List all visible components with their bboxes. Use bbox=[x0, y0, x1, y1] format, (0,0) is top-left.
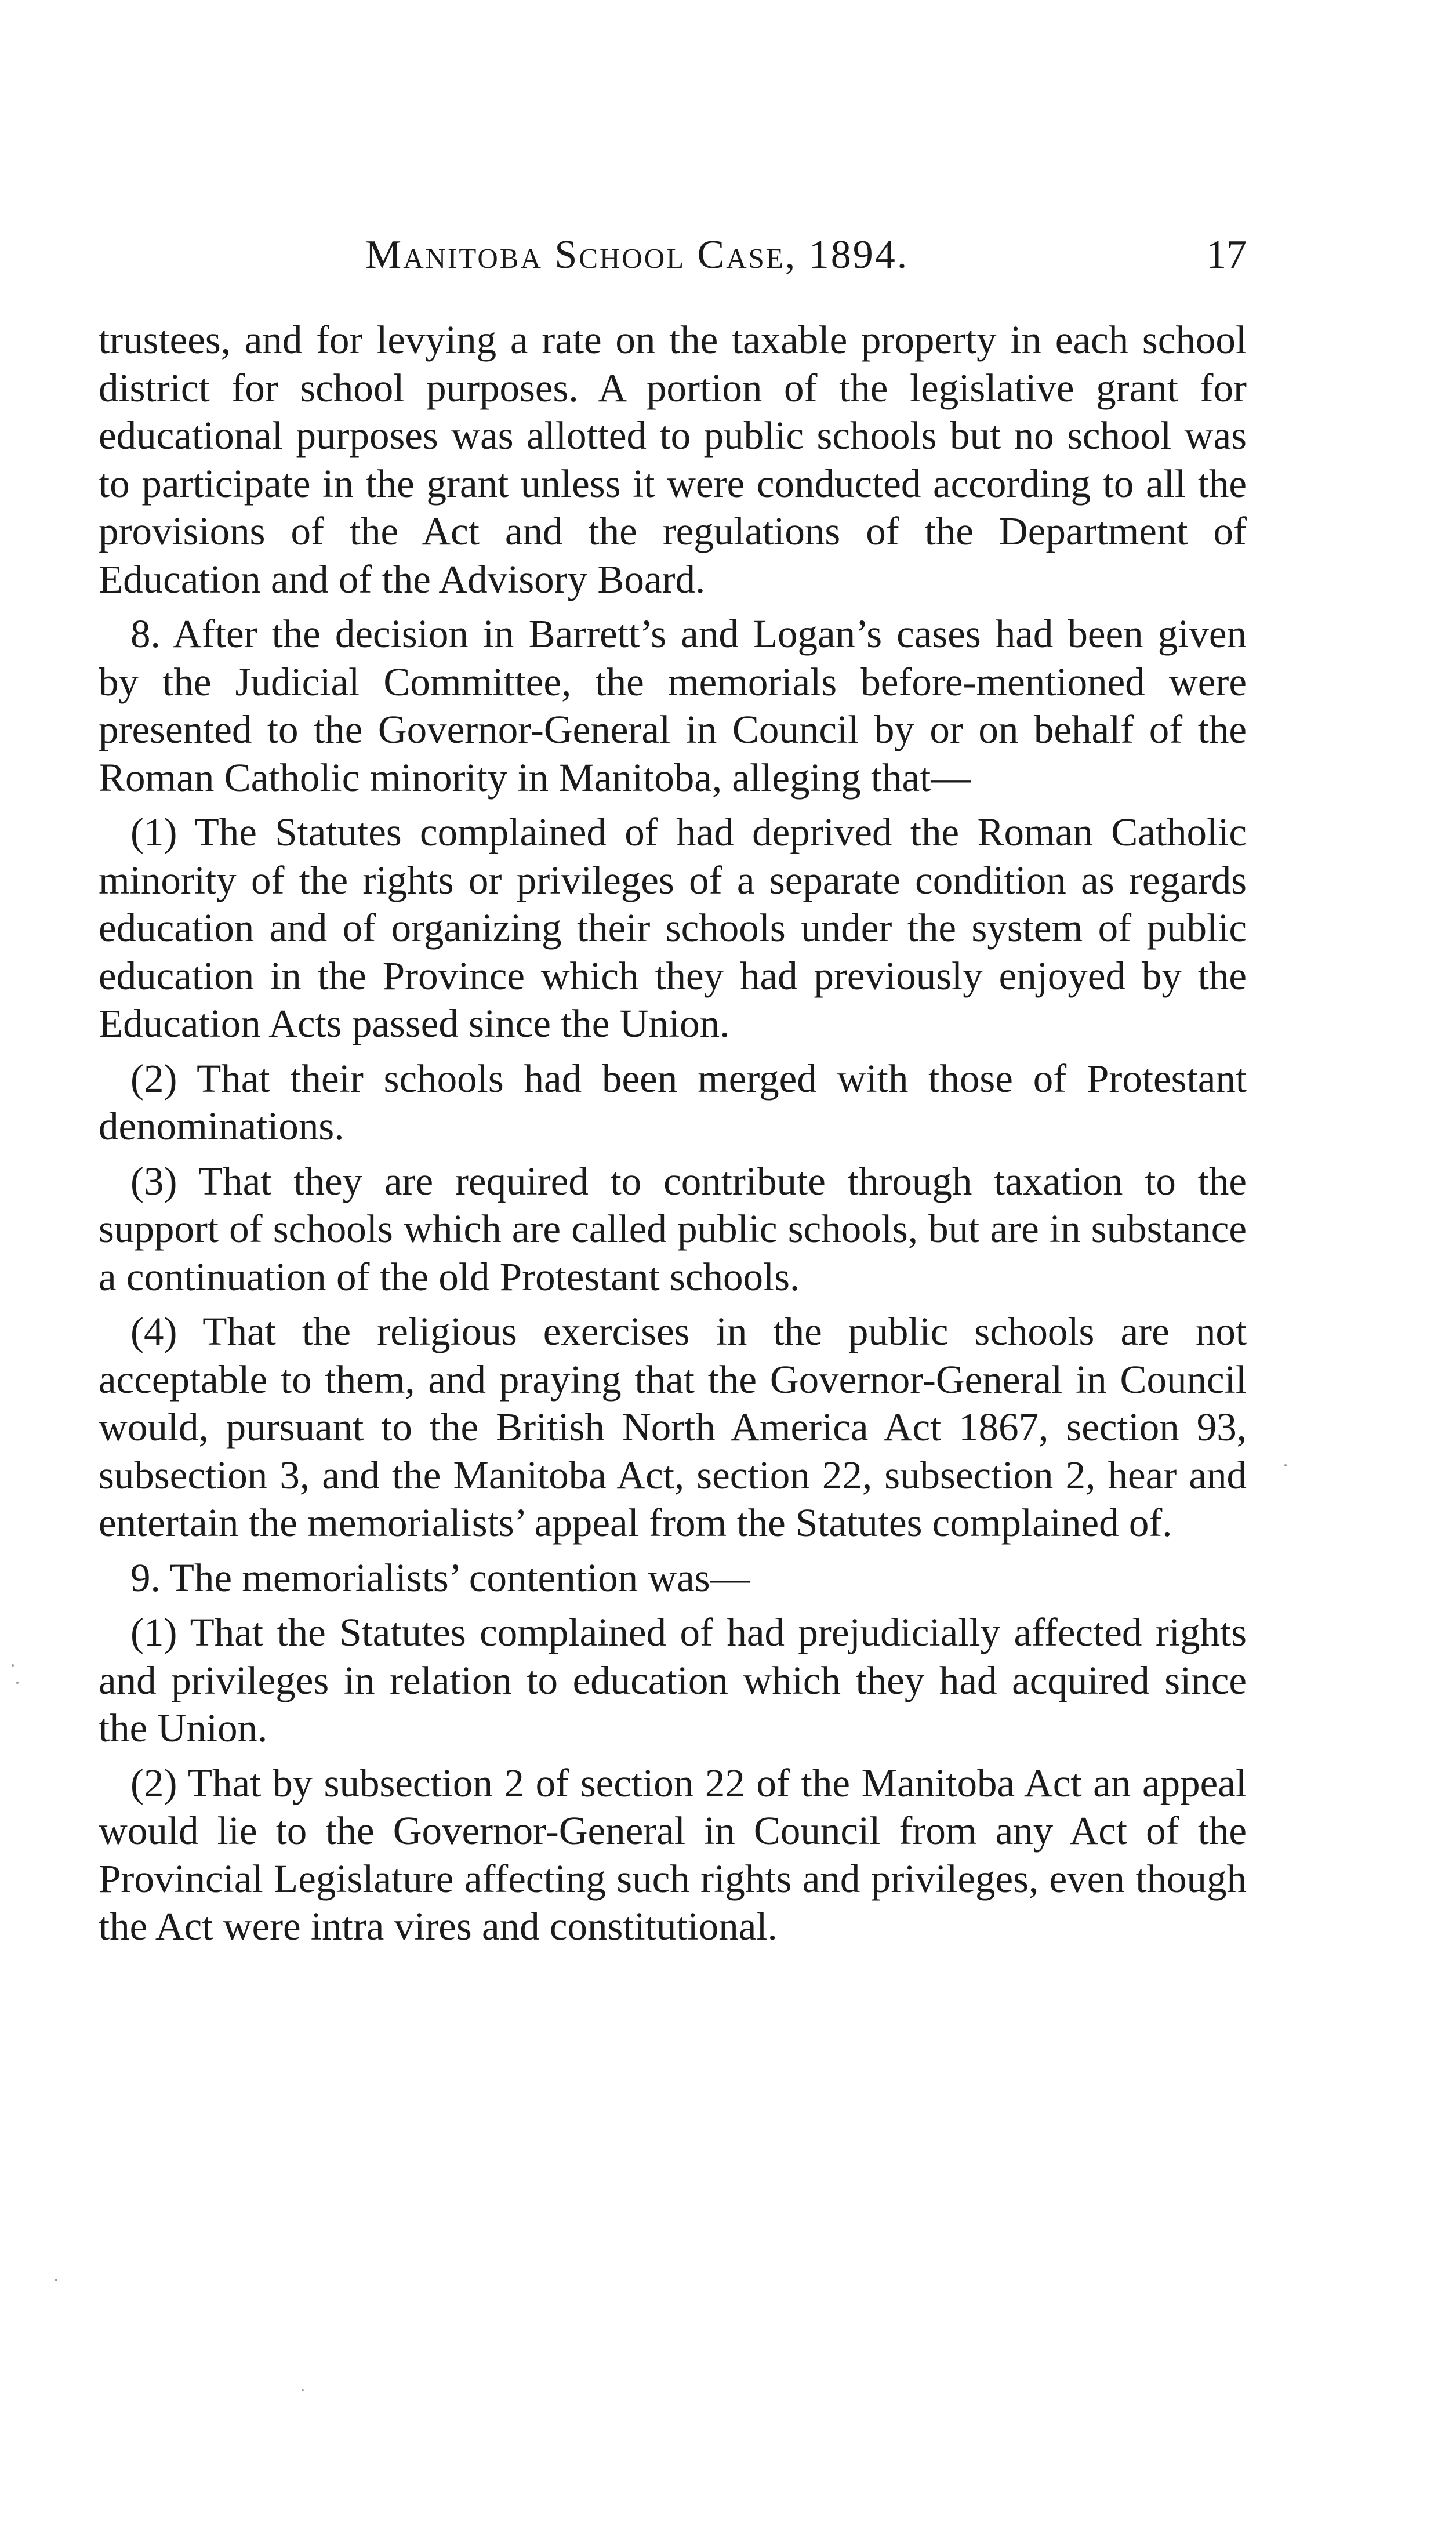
paragraph-9-item-1: (1) That the Statutes complained of had prejudicially affected rights and privileges in relation to education which they had acquired since the Union. bbox=[99, 1610, 1247, 1750]
scan-speck bbox=[55, 2279, 57, 2281]
scan-speck bbox=[12, 1664, 14, 1667]
page-number: 17 bbox=[1206, 233, 1247, 277]
paragraph-8: 8. After the decision in Barrett’s and Logan’s cases had been given by the Judicial Committee, the memorials before-mentioned were presented to the Governor-General in Council by or on behalf of the Roman Catholic minority in Manitoba, alleging that— bbox=[99, 612, 1247, 800]
paragraph-8-item-2: (2) That their schools had been merged with those of Protestant denominations. bbox=[99, 1056, 1247, 1148]
scan-speck bbox=[302, 2389, 304, 2391]
body-text bbox=[99, 316, 1247, 1958]
page-header bbox=[99, 226, 1247, 284]
paragraph-8-item-1: (1) The Statutes complained of had deprived the Roman Catholic minority of the rights or privileges of a separate condition as regards education and of organizing their schools under the system of public education in the Province which they had previously enjoyed by the Education Acts passed since the Union. bbox=[99, 810, 1247, 1045]
paragraph-8-item-4: (4) That the religious exercises in the public schools are not acceptable to them, and praying that the Governor-General in Council would, pursuant to the British North America Act 1867, section 93, subsection 3, and the Manitoba Act, section 22, subsection 2, hear and entertain the memorialists’ appeal from the Statutes complained of. bbox=[99, 1309, 1247, 1545]
paragraph-9: 9. The memorialists’ contention was— bbox=[130, 1555, 750, 1600]
paragraph-9-item-2: (2) That by subsection 2 of section 22 of the Manitoba Act an appeal would lie to the Governor-General in Council from any Act of the Provincial Legislature affecting such rights and privileges, even though the Act were intra vires and constitutional. bbox=[99, 1760, 1247, 1948]
paragraph-8-item-3: (3) That they are required to contribute through taxation to the support of schools which are called public schools, but are in substance a continuation of the old Protestant schools. bbox=[99, 1159, 1247, 1299]
scan-speck bbox=[1284, 1464, 1287, 1466]
scan-speck bbox=[16, 1682, 19, 1684]
running-title: Manitoba School Case, 1894. bbox=[365, 233, 909, 277]
paragraph-continuation: trustees, and for levying a rate on the taxable property in each school district for school purposes. A portion of the legislative grant for educational purposes was allotted to public schools but no school was to participate in the grant unless it were conducted according to all the provisions of the Act and the regulations of the Department of Education and of the Advisory Board. bbox=[99, 318, 1247, 601]
